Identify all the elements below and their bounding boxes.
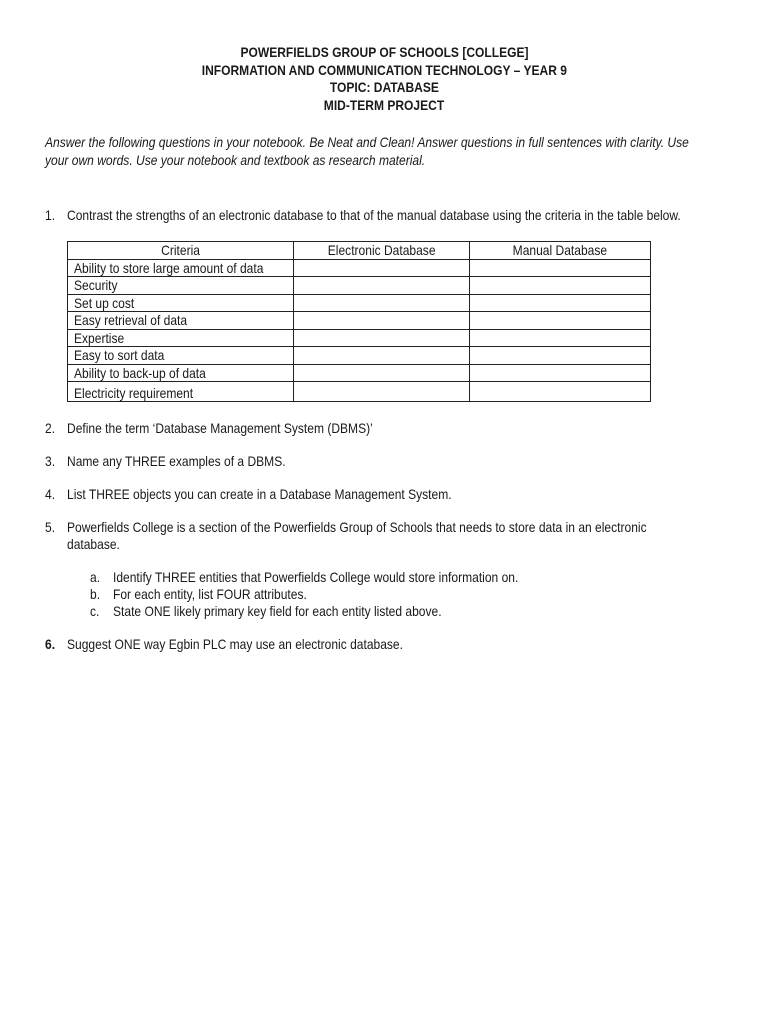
manual-answer-cell[interactable] <box>470 312 651 330</box>
criteria-cell: Ability to store large amount of data <box>68 259 294 277</box>
sub-question-letter: b. <box>90 586 101 602</box>
table-row <box>68 277 651 295</box>
criteria-cell: Expertise <box>68 329 294 347</box>
criteria-cell: Easy retrieval of data <box>68 312 294 330</box>
table-row <box>68 364 651 382</box>
electronic-answer-cell[interactable] <box>294 294 470 312</box>
subject-year: INFORMATION AND COMMUNICATION TECHNOLOGY – YEAR 9 <box>201 61 567 78</box>
criteria-cell: Ability to back-up of data <box>68 364 294 382</box>
table-row <box>68 259 651 277</box>
electronic-answer-cell[interactable] <box>294 277 470 295</box>
electronic-answer-cell[interactable] <box>294 364 470 382</box>
project-title: MID-TERM PROJECT <box>323 96 445 113</box>
criteria-cell: Security <box>68 277 294 295</box>
table-row <box>68 329 651 347</box>
sub-question-text: For each entity, list FOUR attributes. <box>113 586 307 602</box>
manual-answer-cell[interactable] <box>470 277 651 295</box>
criteria-cell: Easy to sort data <box>68 347 294 365</box>
document-header <box>0 44 768 114</box>
question-text: Contrast the strengths of an electronic database to that of the manual database using the criteria in the table below. <box>67 207 681 223</box>
manual-answer-cell[interactable] <box>470 382 651 402</box>
question-text-line-2: database. <box>67 536 120 552</box>
question-text-line-1: Powerfields College is a section of the Powerfields Group of Schools that needs to store data in an electronic <box>67 519 647 535</box>
sub-question-text: Identify THREE entities that Powerfields College would store information on. <box>113 569 519 585</box>
electronic-answer-cell[interactable] <box>294 312 470 330</box>
column-header-manual: Manual Database <box>470 242 651 260</box>
question-number: 6. <box>45 636 56 652</box>
criteria-cell: Set up cost <box>68 294 294 312</box>
table-row <box>68 347 651 365</box>
table-row <box>68 312 651 330</box>
electronic-answer-cell[interactable] <box>294 259 470 277</box>
instructions-line-1: Answer the following questions in your notebook. Be Neat and Clean! Answer questions in full sentences with clarity. Use <box>45 134 689 150</box>
question-text: Suggest ONE way Egbin PLC may use an electronic database. <box>67 636 403 652</box>
question-number: 3. <box>45 453 56 469</box>
table-header-row <box>68 242 651 260</box>
question-text: Define the term ‘Database Management System (DBMS)’ <box>67 420 373 436</box>
column-header-criteria: Criteria <box>68 242 294 260</box>
electronic-answer-cell[interactable] <box>294 329 470 347</box>
question-number: 1. <box>45 207 56 223</box>
manual-answer-cell[interactable] <box>470 347 651 365</box>
manual-answer-cell[interactable] <box>470 329 651 347</box>
sub-question-text: State ONE likely primary key field for each entity listed above. <box>113 603 442 619</box>
question-number: 2. <box>45 420 56 436</box>
sub-question-letter: c. <box>90 603 100 619</box>
instructions <box>45 133 768 169</box>
question-number: 5. <box>45 519 56 535</box>
table-row <box>68 294 651 312</box>
manual-answer-cell[interactable] <box>470 259 651 277</box>
manual-answer-cell[interactable] <box>470 294 651 312</box>
question-text: Name any THREE examples of a DBMS. <box>67 453 286 469</box>
question-number: 4. <box>45 486 56 502</box>
question-text: List THREE objects you can create in a Database Management System. <box>67 486 452 502</box>
manual-answer-cell[interactable] <box>470 364 651 382</box>
school-name: POWERFIELDS GROUP OF SCHOOLS [COLLEGE] <box>239 44 529 60</box>
electronic-answer-cell[interactable] <box>294 382 470 402</box>
criteria-table <box>67 241 651 402</box>
electronic-answer-cell[interactable] <box>294 347 470 365</box>
instructions-line-2: your own words. Use your notebook and textbook as research material. <box>45 152 426 168</box>
table-row <box>68 382 651 402</box>
sub-question-letter: a. <box>90 569 101 585</box>
topic: TOPIC: DATABASE <box>329 79 439 95</box>
column-header-electronic: Electronic Database <box>294 242 470 260</box>
criteria-cell: Electricity requirement <box>68 382 294 402</box>
